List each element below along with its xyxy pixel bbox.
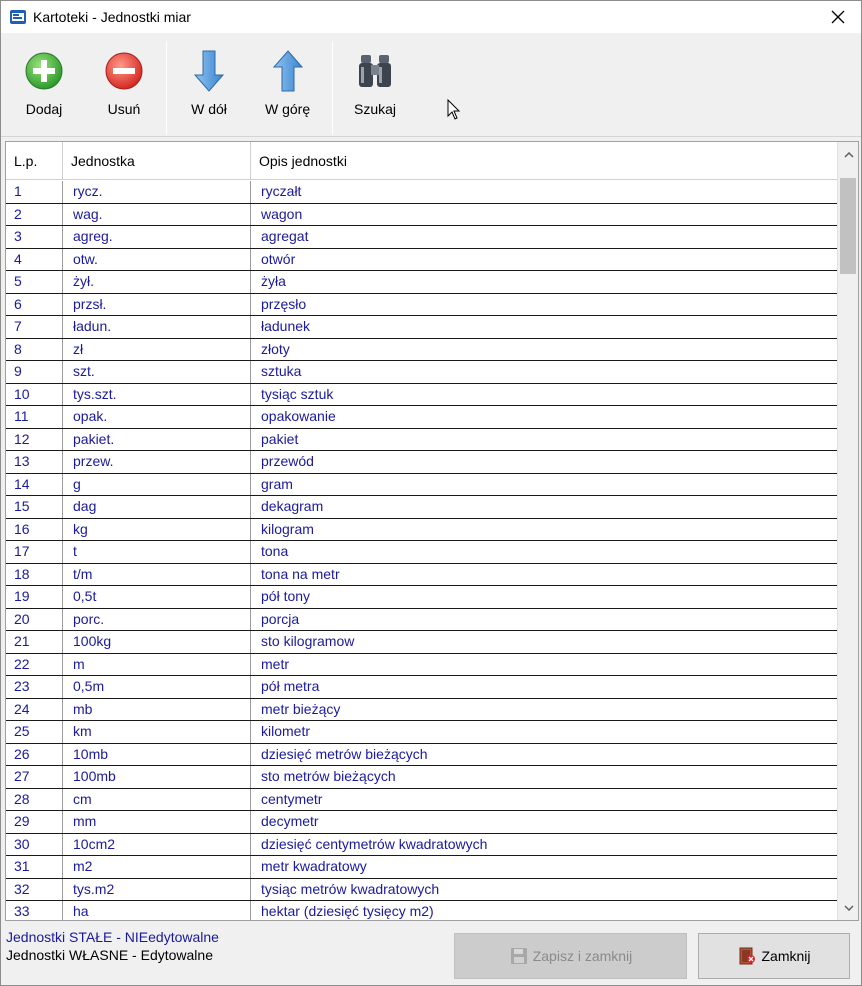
- toolbar: [1, 33, 861, 137]
- mouse-cursor-icon: [447, 99, 461, 121]
- table-row[interactable]: [6, 586, 837, 609]
- cell-unit[interactable]: pakiet.: [63, 429, 251, 451]
- cell-lp[interactable]: 12: [6, 429, 63, 451]
- remove-button[interactable]: [102, 49, 146, 117]
- cell-unit[interactable]: kg: [63, 519, 251, 541]
- table-row[interactable]: [6, 204, 837, 227]
- cell-lp[interactable]: 20: [6, 609, 63, 631]
- cell-unit[interactable]: agreg.: [63, 226, 251, 248]
- move-down-button[interactable]: [187, 49, 231, 117]
- cell-description[interactable]: przewód: [261, 453, 314, 469]
- cell-unit[interactable]: t/m: [63, 564, 251, 586]
- table-row[interactable]: [6, 496, 837, 519]
- table-row[interactable]: [6, 811, 837, 834]
- cell-lp[interactable]: 33: [6, 901, 63, 921]
- cell-lp[interactable]: 32: [6, 879, 63, 901]
- cell-unit[interactable]: mm: [63, 811, 251, 833]
- cell-lp[interactable]: 5: [6, 271, 63, 293]
- cell-unit[interactable]: rycz.: [63, 181, 251, 203]
- cell-lp[interactable]: 23: [6, 676, 63, 698]
- cell-lp[interactable]: 29: [6, 811, 63, 833]
- cell-lp[interactable]: 14: [6, 474, 63, 496]
- add-button[interactable]: [22, 49, 66, 117]
- arrow-down-icon: [193, 49, 225, 93]
- table-row[interactable]: [6, 429, 837, 452]
- table-row[interactable]: [6, 339, 837, 362]
- table-row[interactable]: [6, 564, 837, 587]
- window-title: Kartoteki - Jednostki miar: [33, 9, 191, 25]
- table-row[interactable]: [6, 834, 837, 857]
- scroll-up-button[interactable]: [838, 146, 859, 163]
- table-row[interactable]: [6, 676, 837, 699]
- arrow-up-icon: [272, 49, 304, 93]
- cell-lp[interactable]: 15: [6, 496, 63, 518]
- cell-unit[interactable]: 0,5m: [63, 676, 251, 698]
- table-row[interactable]: [6, 609, 837, 632]
- cell-lp[interactable]: 26: [6, 744, 63, 766]
- table-row[interactable]: [6, 699, 837, 722]
- chevron-up-icon: [844, 152, 854, 158]
- header-unit[interactable]: Jednostka: [63, 142, 251, 180]
- cell-lp[interactable]: 21: [6, 631, 63, 653]
- cell-unit[interactable]: mb: [63, 699, 251, 721]
- table-row[interactable]: [6, 519, 837, 542]
- save-and-close-label: Zapisz i zamknij: [532, 948, 633, 964]
- cell-unit[interactable]: 10cm2: [63, 834, 251, 856]
- cell-lp[interactable]: 22: [6, 654, 63, 676]
- table-row[interactable]: [6, 316, 837, 339]
- header-lp[interactable]: L.p.: [6, 142, 63, 180]
- cell-description[interactable]: centymetr: [261, 790, 323, 807]
- cell-lp[interactable]: 28: [6, 789, 63, 811]
- cell-description[interactable]: decymetr: [261, 813, 319, 829]
- cell-unit[interactable]: m2: [63, 856, 251, 878]
- table-row[interactable]: [6, 766, 837, 789]
- cell-description[interactable]: ładunek: [261, 318, 311, 334]
- cell-description[interactable]: złoty: [261, 340, 290, 357]
- cell-unit[interactable]: t: [63, 541, 251, 563]
- cell-lp[interactable]: 2: [6, 204, 63, 226]
- close-icon: [831, 10, 845, 24]
- cell-description[interactable]: kilogram: [261, 520, 314, 537]
- table-row[interactable]: [6, 271, 837, 294]
- table-row[interactable]: [6, 541, 837, 564]
- cell-unit[interactable]: m: [63, 654, 251, 676]
- plus-circle-icon: [24, 51, 64, 91]
- app-icon: [9, 8, 27, 26]
- exit-door-icon: [737, 946, 757, 966]
- cell-lp[interactable]: 17: [6, 541, 63, 563]
- move-down-label: W dół: [191, 101, 227, 117]
- scroll-thumb[interactable]: [840, 178, 856, 274]
- cell-unit[interactable]: ładun.: [63, 316, 251, 338]
- cell-lp[interactable]: 13: [6, 451, 63, 473]
- table-row[interactable]: [6, 406, 837, 429]
- cell-unit[interactable]: g: [63, 474, 251, 496]
- cell-lp[interactable]: 11: [6, 406, 63, 428]
- cell-unit[interactable]: żył.: [63, 271, 251, 293]
- table-row[interactable]: [6, 654, 837, 677]
- cell-description[interactable]: pół metra: [261, 678, 320, 694]
- cell-description[interactable]: metr kwadratowy: [261, 858, 367, 874]
- cell-description[interactable]: tysiąc metrów kwadratowych: [261, 880, 440, 897]
- cell-description[interactable]: pół tony: [261, 588, 311, 604]
- cell-description[interactable]: kilometr: [261, 723, 311, 739]
- cell-description[interactable]: metr bieżący: [261, 700, 341, 717]
- cell-unit[interactable]: ha: [63, 901, 251, 921]
- table-row[interactable]: [6, 901, 837, 921]
- cell-lp[interactable]: 1: [6, 181, 63, 203]
- binoculars-icon: [357, 51, 393, 91]
- close-window-button[interactable]: [815, 1, 861, 33]
- table-row[interactable]: [6, 789, 837, 812]
- cell-description[interactable]: sto metrów bieżących: [261, 768, 396, 784]
- cell-lp[interactable]: 30: [6, 834, 63, 856]
- cell-unit[interactable]: porc.: [63, 609, 251, 631]
- cell-description[interactable]: pakiet: [261, 430, 299, 447]
- cell-unit[interactable]: tys.szt.: [63, 384, 251, 406]
- cell-description[interactable]: hektar (dziesięć tysięcy m2): [261, 903, 434, 919]
- table-row[interactable]: [6, 631, 837, 654]
- close-button[interactable]: [698, 933, 850, 979]
- table-header: [6, 142, 837, 180]
- move-up-button[interactable]: [265, 49, 310, 117]
- cell-unit[interactable]: wag.: [63, 204, 251, 226]
- cell-description[interactable]: otwór: [261, 250, 296, 267]
- scroll-down-button[interactable]: [838, 899, 859, 916]
- cell-description[interactable]: dziesięć metrów bieżących: [261, 745, 428, 762]
- cell-description[interactable]: gram: [261, 475, 293, 492]
- table-row[interactable]: [6, 879, 837, 902]
- cell-description[interactable]: sto kilogramow: [261, 633, 355, 649]
- cell-lp[interactable]: 8: [6, 339, 63, 361]
- legend-fixed-units: Jednostki STAŁE - NIEedytowalne: [6, 929, 219, 945]
- toolbar-separator: [332, 41, 333, 135]
- table-row[interactable]: [6, 856, 837, 879]
- cell-description[interactable]: żyła: [261, 273, 286, 289]
- table-row[interactable]: [6, 249, 837, 272]
- cell-lp[interactable]: 3: [6, 226, 63, 248]
- save-disk-icon: [509, 946, 529, 966]
- cell-lp[interactable]: 16: [6, 519, 63, 541]
- cell-unit[interactable]: 10mb: [63, 744, 251, 766]
- cell-lp[interactable]: 19: [6, 586, 63, 608]
- cell-unit[interactable]: 100mb: [63, 766, 251, 788]
- cell-description[interactable]: metr: [261, 655, 289, 672]
- cell-unit[interactable]: otw.: [63, 249, 251, 271]
- cell-unit[interactable]: opak.: [63, 406, 251, 428]
- cell-unit[interactable]: tys.m2: [63, 879, 251, 901]
- search-button[interactable]: [353, 49, 397, 117]
- header-description[interactable]: Opis jednostki: [259, 153, 347, 169]
- cell-unit[interactable]: 0,5t: [63, 586, 251, 608]
- remove-label: Usuń: [107, 101, 141, 117]
- cell-description[interactable]: opakowanie: [261, 408, 336, 424]
- close-label: Zamknij: [761, 948, 811, 964]
- cell-description[interactable]: dziesięć centymetrów kwadratowych: [261, 835, 488, 852]
- cell-description[interactable]: sztuka: [261, 363, 302, 379]
- cell-description[interactable]: tysiąc sztuk: [261, 385, 334, 402]
- cell-unit[interactable]: cm: [63, 789, 251, 811]
- table-body: [6, 181, 837, 921]
- search-label: Szukaj: [353, 101, 397, 117]
- vertical-scrollbar[interactable]: [837, 142, 858, 920]
- table-row[interactable]: [6, 361, 837, 384]
- cell-lp[interactable]: 4: [6, 249, 63, 271]
- table-row[interactable]: [6, 181, 837, 204]
- table-row[interactable]: [6, 474, 837, 497]
- cell-unit[interactable]: dag: [63, 496, 251, 518]
- cell-unit[interactable]: 100kg: [63, 631, 251, 653]
- chevron-down-icon: [844, 905, 854, 911]
- table-row[interactable]: [6, 294, 837, 317]
- cell-description[interactable]: tona: [261, 543, 289, 559]
- cell-lp[interactable]: 24: [6, 699, 63, 721]
- add-label: Dodaj: [25, 101, 63, 117]
- cell-description[interactable]: porcja: [261, 610, 300, 627]
- cell-description[interactable]: wagon: [261, 205, 303, 222]
- cell-description[interactable]: przęsło: [261, 295, 307, 312]
- table-row[interactable]: [6, 721, 837, 744]
- cell-unit[interactable]: szt.: [63, 361, 251, 383]
- save-and-close-button[interactable]: [454, 933, 687, 979]
- cell-description[interactable]: dekagram: [261, 498, 324, 514]
- units-table: [5, 141, 859, 921]
- table-row[interactable]: [6, 384, 837, 407]
- cell-lp[interactable]: 10: [6, 384, 63, 406]
- title-bar: [1, 1, 861, 33]
- cell-lp[interactable]: 27: [6, 766, 63, 788]
- cell-description[interactable]: ryczałt: [261, 183, 302, 199]
- cell-description[interactable]: agregat: [261, 228, 309, 244]
- cell-lp[interactable]: 25: [6, 721, 63, 743]
- cell-lp[interactable]: 9: [6, 361, 63, 383]
- cell-unit[interactable]: przew.: [63, 451, 251, 473]
- legend-own-units: Jednostki WŁASNE - Edytowalne: [6, 947, 213, 963]
- cell-unit[interactable]: zł: [63, 339, 251, 361]
- minus-circle-icon: [104, 51, 144, 91]
- toolbar-separator: [166, 41, 167, 135]
- cell-description[interactable]: tona na metr: [261, 565, 340, 582]
- cell-lp[interactable]: 18: [6, 564, 63, 586]
- cell-lp[interactable]: 7: [6, 316, 63, 338]
- cell-lp[interactable]: 31: [6, 856, 63, 878]
- table-row[interactable]: [6, 226, 837, 249]
- cell-unit[interactable]: przsł.: [63, 294, 251, 316]
- move-up-label: W górę: [265, 101, 311, 117]
- cell-unit[interactable]: km: [63, 721, 251, 743]
- cell-lp[interactable]: 6: [6, 294, 63, 316]
- table-row[interactable]: [6, 744, 837, 767]
- table-row[interactable]: [6, 451, 837, 474]
